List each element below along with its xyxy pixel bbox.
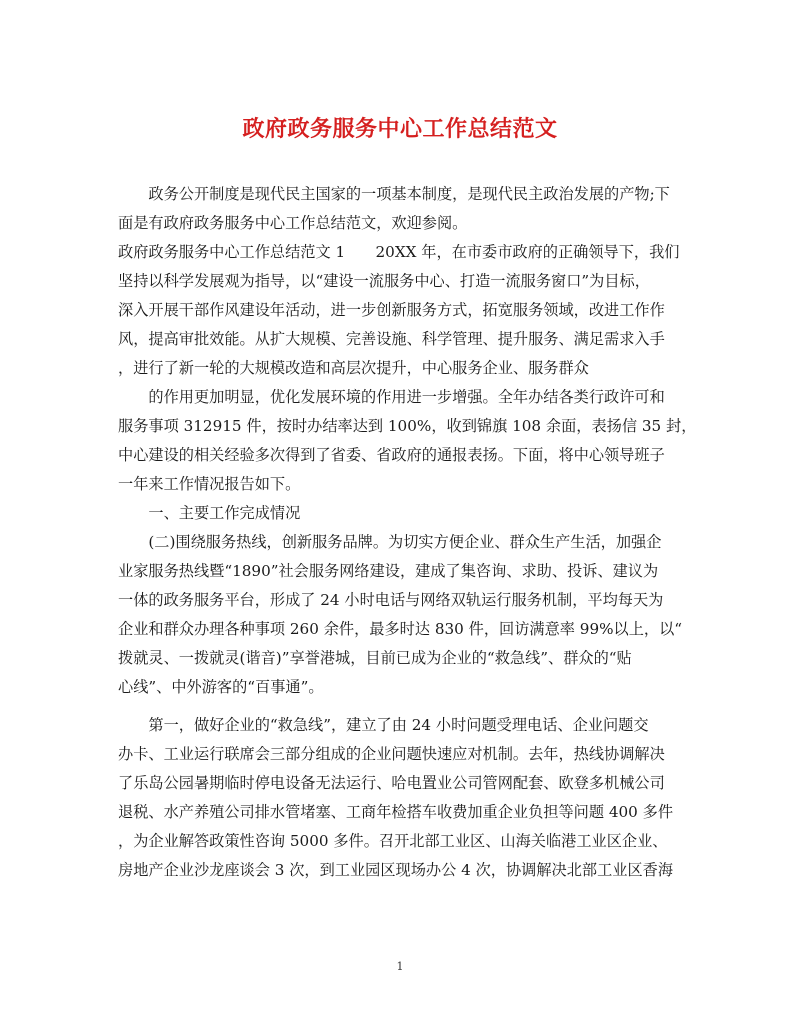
- body-line: 坚持以科学发展观为指导，以“建设一流服务中心、打造一流服务窗口”为目标，: [118, 272, 650, 290]
- body-line: ，进行了新一轮的大规模改造和高层次提升，中心服务企业、服务群众: [118, 359, 589, 377]
- body-line: 一年来工作情况报告如下。: [118, 475, 301, 493]
- body-line: 拨就灵、一拨就灵(谐音)”享誉港城，目前已成为企业的“救急线”、群众的“贴: [118, 649, 632, 667]
- document-body: [118, 180, 697, 885]
- body-line: 政务公开制度是现代民主国家的一项基本制度，是现代民主政治发展的产物;下: [118, 185, 670, 203]
- paragraph-gap: [118, 702, 688, 711]
- body-line: 一体的政务服务平台，形成了 24 小时电话与网络双轨运行服务机制，平均每天为: [118, 591, 664, 609]
- body-line: 风，提高审批效能。从扩大规模、完善设施、科学管理、提升服务、满足需求入手: [118, 330, 665, 348]
- body-line: 了乐岛公园暑期临时停电设备无法运行、哈电置业公司管网配套、欧登多机械公司: [118, 774, 665, 792]
- body-line: 政府政务服务中心工作总结范文 1 20XX 年，在市委市政府的正确领导下，我们: [118, 243, 680, 261]
- body-line: 办卡、工业运行联席会三部分组成的企业问题快速应对机制。去年，热线协调解决: [118, 745, 665, 763]
- body-line: 面是有政府政务服务中心工作总结范文，欢迎参阅。: [118, 214, 468, 232]
- body-line: 企业和群众办理各种事项 260 余件，最多时达 830 件，回访满意率 99%以上，以“: [118, 620, 683, 638]
- document-title: 政府政务服务中心工作总结范文: [242, 116, 558, 142]
- body-line: (二)围绕服务热线，创新服务品牌。为切实方便企业、群众生产生活，加强企: [118, 533, 662, 551]
- page-number: 1: [396, 960, 404, 973]
- body-line: 服务事项 312915 件，按时办结率达到 100%，收到锦旗 108 余面，表扬信 35 封，: [118, 417, 697, 435]
- body-line: 第一，做好企业的“救急线”，建立了由 24 小时问题受理电话、企业问题交: [118, 716, 649, 734]
- body-line: 深入开展干部作风建设年活动，进一步创新服务方式，拓宽服务领域，改进工作作: [118, 301, 665, 319]
- body-line: 退税、水产养殖公司排水管堵塞、工商年检搭车收费加重企业负担等问题 400 多件: [118, 803, 674, 821]
- body-line: ，为企业解答政策性咨询 5000 多件。召开北部工业区、山海关临港工业区企业、: [118, 832, 668, 850]
- body-line: 房地产企业沙龙座谈会 3 次，到工业园区现场办公 4 次，协调解决北部工业区香海: [118, 861, 674, 879]
- body-line: 心线”、中外游客的“百事通”。: [118, 678, 324, 696]
- body-line: 的作用更加明显，优化发展环境的作用进一步增强。全年办结各类行政许可和: [118, 388, 665, 406]
- section-heading: 一、主要工作完成情况: [118, 504, 301, 522]
- body-line: 业家服务热线暨“1890”社会服务网络建设，建成了集咨询、求助、投诉、建议为: [118, 562, 659, 580]
- body-line: 中心建设的相关经验多次得到了省委、省政府的通报表扬。下面，将中心领导班子: [118, 446, 665, 464]
